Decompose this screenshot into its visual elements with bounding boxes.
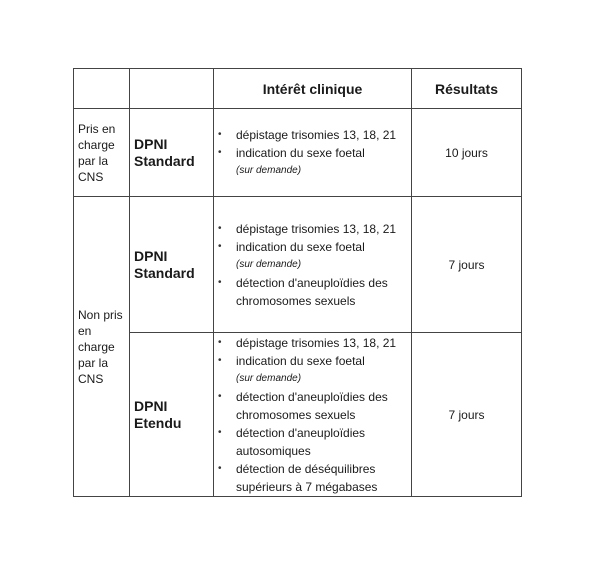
result-value: 7 jours	[412, 197, 522, 333]
group-label-covered: Pris en charge par la CNS	[74, 109, 130, 197]
table-row	[74, 197, 522, 333]
bullet-icon: •	[218, 222, 222, 234]
feature-item	[218, 388, 407, 424]
feature-text: indication du sexe foetal	[236, 145, 365, 160]
feature-item	[218, 424, 407, 460]
feature-list	[214, 334, 411, 496]
header-cell-results: Résultats	[412, 69, 522, 109]
feature-text: détection de déséquilibres supérieurs à 7 mégabases	[236, 461, 378, 494]
feature-list	[214, 126, 411, 180]
feature-item	[218, 460, 407, 496]
feature-item	[218, 334, 407, 352]
feature-item	[218, 220, 407, 238]
features-cell	[214, 109, 412, 197]
bullet-icon: •	[218, 240, 222, 252]
feature-note: (sur demande)	[236, 164, 302, 176]
bullet-icon: •	[218, 390, 222, 402]
feature-item	[218, 144, 407, 180]
header-cell-group	[74, 69, 130, 109]
feature-text: dépistage trisomies 13, 18, 21	[236, 335, 397, 350]
feature-note: (sur demande)	[236, 258, 302, 270]
product-name: DPNI Etendu	[130, 333, 214, 497]
bullet-icon: •	[218, 128, 222, 140]
header-cell-product	[130, 69, 214, 109]
feature-item	[218, 126, 407, 144]
bullet-icon: •	[218, 336, 222, 348]
feature-note: (sur demande)	[236, 372, 302, 384]
table-row	[74, 333, 522, 497]
feature-text: dépistage trisomies 13, 18, 21	[236, 127, 397, 142]
feature-text: détection d'aneuploïdies des chromosomes sexuels	[236, 389, 388, 422]
feature-text: dépistage trisomies 13, 18, 21	[236, 221, 397, 236]
header-row	[74, 69, 522, 109]
result-value: 10 jours	[412, 109, 522, 197]
feature-text: détection d'aneuploïdies des chromosomes sexuels	[236, 275, 388, 308]
result-value: 7 jours	[412, 333, 522, 497]
bullet-icon: •	[218, 146, 222, 158]
group-label-not-covered: Non pris en charge par la CNS	[74, 197, 130, 497]
header-cell-clinical-interest: Intérêt clinique	[214, 69, 412, 109]
bullet-icon: •	[218, 276, 222, 288]
features-cell	[214, 197, 412, 333]
product-name: DPNI Standard	[130, 197, 214, 333]
feature-item	[218, 352, 407, 388]
comparison-table	[73, 68, 522, 497]
feature-item	[218, 274, 407, 310]
feature-item	[218, 238, 407, 274]
bullet-icon: •	[218, 354, 222, 366]
feature-text: détection d'aneuploïdies autosomiques	[236, 425, 366, 458]
feature-text: indication du sexe foetal	[236, 353, 365, 368]
feature-text: indication du sexe foetal	[236, 239, 365, 254]
features-cell	[214, 333, 412, 497]
feature-list	[214, 220, 411, 310]
bullet-icon: •	[218, 426, 222, 438]
product-name: DPNI Standard	[130, 109, 214, 197]
table-row	[74, 109, 522, 197]
bullet-icon: •	[218, 462, 222, 474]
